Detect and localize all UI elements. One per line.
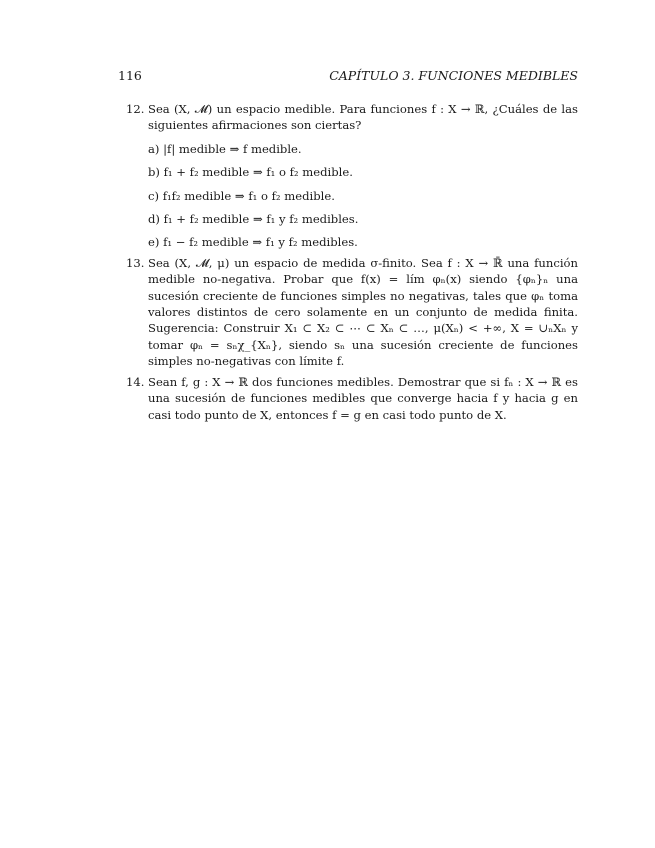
exercise-number: 14. (126, 374, 145, 389)
exercise-13 (118, 255, 578, 370)
exercise-14 (118, 374, 578, 423)
option-c: c) f₁f₂ medible ⇒ f₁ o f₂ medible. (148, 188, 335, 203)
exercise-12 (118, 101, 578, 251)
exercise-text: Sean f, g : X → ℝ dos funciones medibles. Demostrar que si fₙ : X → ℝ es una sucesión de funciones medibles que converge hacia f y hacia g en casi todo punto de X, entonces f = g en casi todo punto de X. (148, 374, 578, 422)
option-a: a) |f| medible ⇒ f medible. (148, 141, 302, 156)
option-e: e) f₁ − f₂ medible ⇒ f₁ y f₂ medibles. (148, 235, 358, 250)
exercise-text: Sea (X, 𝓜) un espacio medible. Para funciones f : X → ℝ, ¿Cuáles de las siguientes afirmaciones son ciertas? (148, 102, 578, 133)
exercise-text: Sea (X, 𝓜, μ) un espacio de medida σ-finito. Sea f : X → ℝ̄ una función medible no-negativa. Probar que f(x) = lím φₙ(x) siendo {φₙ}ₙ una sucesión creciente de funciones simples no negativas, tales que φₙ toma valores distintos de cero solamente en un conjunto de medida finita. Sugerencia: Construir X₁ ⊂ X₂ ⊂ ⋯ ⊂ Xₙ ⊂ …, μ(Xₙ) < +∞, X = ∪ₙXₙ y tomar φₙ = sₙχ_{Xₙ}, siendo sₙ una sucesión creciente de funciones simples no-negativas con límite f. (148, 255, 578, 369)
option-d: d) f₁ + f₂ medible ⇒ f₁ y f₂ medibles. (148, 212, 359, 227)
exercise-number: 13. (126, 255, 145, 270)
exercise-list (118, 101, 578, 427)
option-b: b) f₁ + f₂ medible ⇒ f₁ o f₂ medible. (148, 165, 353, 180)
page-number: 116 (118, 68, 142, 83)
exercise-number: 12. (126, 102, 145, 116)
running-head: CAPÍTULO 3. FUNCIONES MEDIBLES (329, 68, 578, 83)
option-list (148, 141, 578, 251)
